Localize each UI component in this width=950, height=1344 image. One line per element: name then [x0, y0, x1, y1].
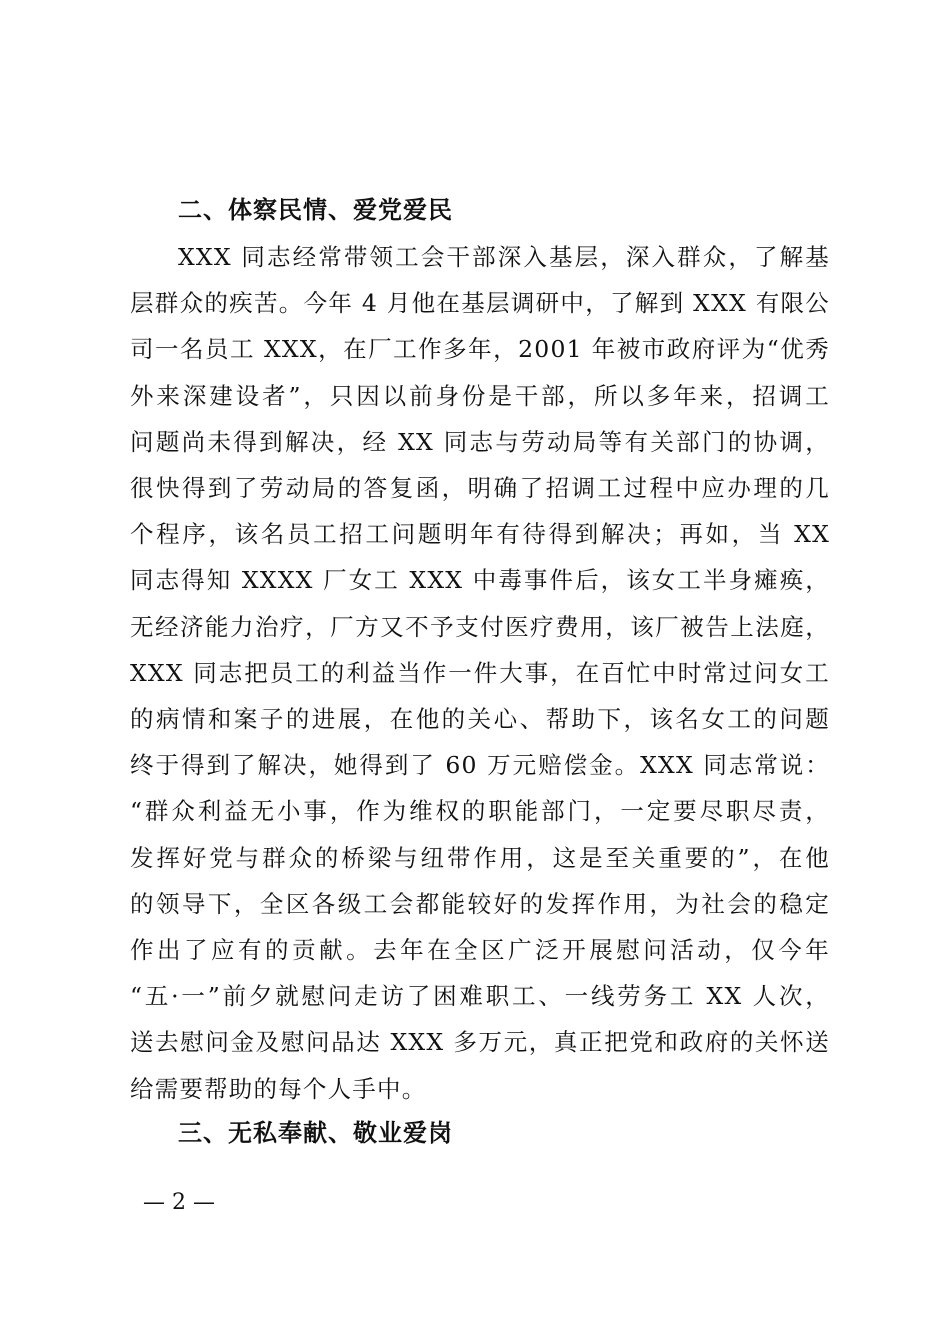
paragraph-line: 层群众的疾苦。今年 4 月他在基层调研中，了解到 XXX 有限公 [130, 289, 830, 318]
paragraph-line: 无经济能力治疗，厂方又不予支付医疗费用，该厂被告上法庭， [130, 612, 830, 641]
paragraph-line: 的领导下，全区各级工会都能较好的发挥作用，为社会的稳定 [130, 889, 830, 918]
paragraph-line: 司一名员工 XXX，在厂工作多年，2001 年被市政府评为“优秀 [130, 335, 830, 364]
paragraph-line: 个程序，该名员工招工问题明年有待得到解决；再如，当 XX [130, 520, 830, 549]
paragraph-line: 很快得到了劳动局的答复函，明确了招调工过程中应办理的几 [130, 474, 830, 502]
paragraph-line: 终于得到了解决，她得到了 60 万元赔偿金。XXX 同志常说： [130, 751, 830, 780]
paragraph-line: “群众利益无小事，作为维权的职能部门，一定要尽职尽责， [130, 797, 830, 826]
paragraph-line: 给需要帮助的每个人手中。 [130, 1074, 427, 1103]
paragraph-line: XXX 同志把员工的利益当作一件大事，在百忙中时常过问女工 [130, 658, 830, 687]
paragraph-line: 的病情和案子的进展，在他的关心、帮助下，该名女工的问题 [130, 705, 830, 733]
paragraph-line: 作出了应有的贡献。去年在全区广泛开展慰问活动，仅今年 [130, 936, 830, 964]
section-heading-3: 三、无私奉献、敬业爱岗 [178, 1119, 453, 1147]
page-number: — 2 — [143, 1190, 215, 1215]
paragraph-line: XXX 同志经常带领工会干部深入基层，深入群众，了解基 [178, 243, 830, 271]
paragraph-line: 发挥好党与群众的桥梁与纽带作用，这是至关重要的”，在他 [130, 843, 830, 872]
paragraph-line: “五·一”前夕就慰问走访了困难职工、一线劳务工 XX 人次， [130, 982, 830, 1011]
paragraph-line: 送去慰问金及慰问品达 XXX 多万元，真正把党和政府的关怀送 [130, 1028, 830, 1057]
paragraph-line: 问题尚未得到解决，经 XX 同志与劳动局等有关部门的协调， [130, 427, 830, 456]
section-heading-2: 二、体察民情、爱党爱民 [178, 196, 453, 224]
paragraph-line: 同志得知 XXXX 厂女工 XXX 中毒事件后，该女工半身瘫痪， [130, 566, 830, 595]
paragraph-line: 外来深建设者”，只因以前身份是干部，所以多年来，招调工 [130, 381, 830, 410]
